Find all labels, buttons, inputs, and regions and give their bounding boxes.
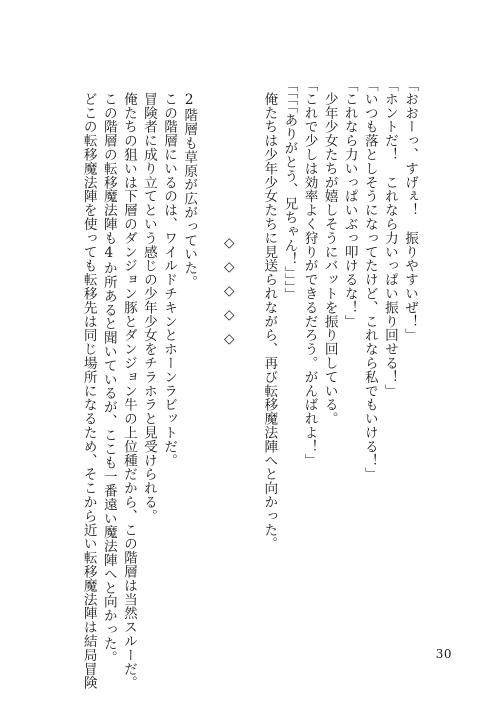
dialogue-line: 「「「「ありがとう、兄ちゃん！」」」」	[281, 78, 298, 302]
dialogue-line: 「ホントだ！ これなら力いっぱい振り回せる！」	[381, 78, 398, 398]
page-number: 30	[435, 647, 452, 661]
narration-line: 俺たちの狙いは下層のダンジョン豚とダンジョン牛の上位種だから、この階層は当然スルーだ。	[120, 78, 137, 690]
section-gap	[239, 78, 259, 626]
narration-line: 2階層も草原が広がっていた。	[181, 78, 198, 289]
dialogue-line: 「いつも落としそうになってたけど、これなら私でもいける！」	[361, 78, 378, 482]
narration-line: 少年少女たちが嬉しそうにバットを振り回している。	[321, 78, 338, 426]
dialogue-line: 「おおーっ、すげぇ！ 振りやすいぜ！」	[402, 78, 418, 343]
dialogue-line: 「これで少しは効率よく狩りができるだろう。がんばれよ！」	[301, 78, 318, 468]
vertical-text-body	[79, 78, 420, 690]
section-divider: ◇◇◇◇◇	[221, 235, 238, 355]
narration-line: この階層の転移魔法陣も4か所あると聞いているが、ここも一番遠い魔法陣へと向かった。	[100, 78, 117, 665]
section-gap	[199, 78, 219, 626]
narration-line: どこの転移魔法陣を使っても転移先は同じ場所になるため、そこから近い転移魔法陣は結局冒険	[80, 78, 97, 690]
dialogue-line: 「これなら力いっぱいぶっ叩けるな！」	[341, 78, 358, 329]
narration-line: 俺たちは少年少女たちに見送られながら、再び転移魔法陣へと向かった。	[261, 78, 278, 551]
narration-line: この階層にいるのは、ワイルドチキンとホーンラビットだ。	[161, 78, 178, 468]
narration-line: 冒険者に成り立てという感じの少年少女をチラホラと見受けられる。	[140, 78, 157, 523]
